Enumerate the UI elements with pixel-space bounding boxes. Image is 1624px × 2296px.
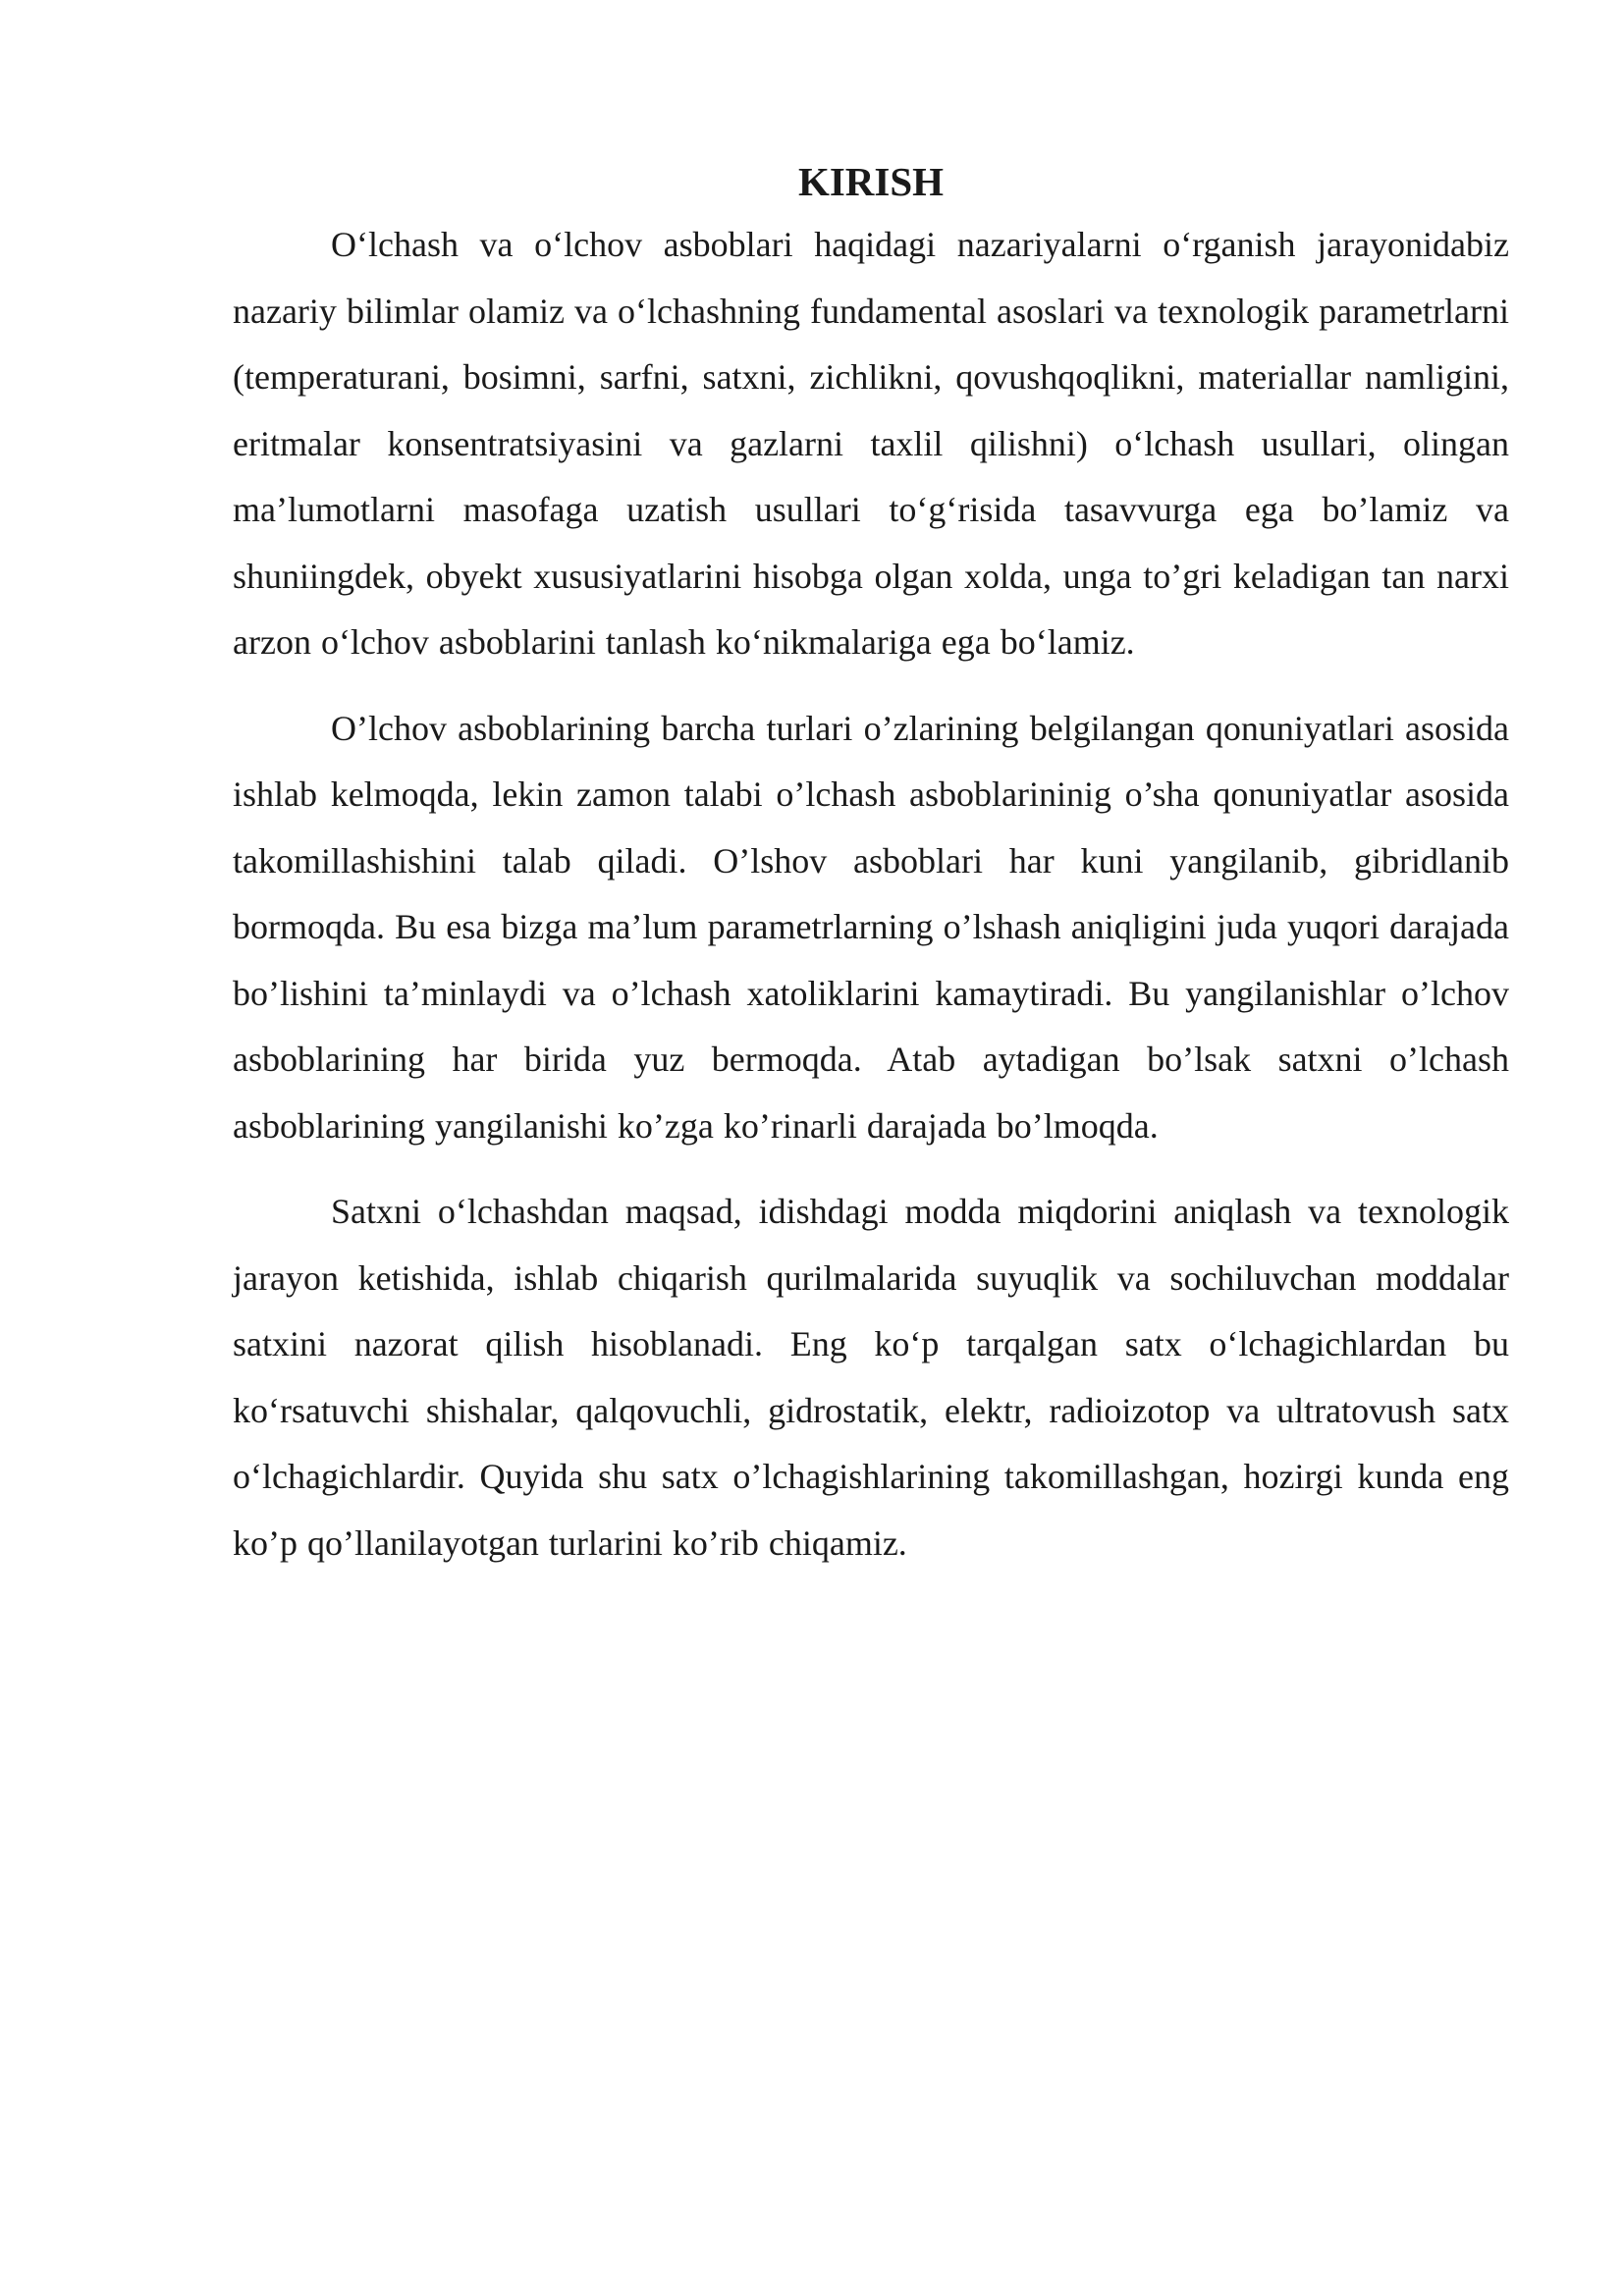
document-body	[233, 147, 1509, 1596]
paragraph-2: O’lchov asboblarining barcha turlari o’zlarining belgilangan qonuniyatlari asosida ishlab kelmoqda, lekin zamon talabi o’lchash asboblarininig o’sha qonuniyatlar asosida takomillashishini talab qiladi. O’lshov asboblari har kuni yangilanib, gibridlanib bormoqda. Bu esa bizga ma’lum parametrlarning o’lshash aniqligini juda yuqori darajada bo’lishini ta’minlaydi va o’lchash xatoliklarini kamaytiradi. Bu yangilanishlar o’lchov asboblarining har birida yuz bermoqda. Atab aytadigan bo’lsak satxni o’lchash asboblarining yangilanishi ko’zga ko’rinarli darajada bo’lmoqda.	[233, 708, 1509, 1146]
paragraph-1: O‘lchash va o‘lchov asboblari haqidagi nazariyalarni o‘rganish jarayonidabiz nazariy bilimlar olamiz va o‘lchashning fundamental asoslari va texnologik parametrlarni (temperaturani, bosimni, sarfni, satxni, zichlikni, qovushqoqlikni, materiallar namligini, eritmalar konsentratsiyasini va gazlarni taxlil qilishni) o‘lchash usullari, olingan ma’lumotlarni masofaga uzatish usullari to‘g‘risida tasavvurga ega bo’lamiz va shuniingdek, obyekt xususiyatlarini hisobga olgan xolda, unga to’gri keladigan tan narxi arzon o‘lchov asboblarini tanlash ko‘nikmalariga ega bo‘lamiz.	[233, 225, 1509, 662]
page-title: KIRISH	[797, 159, 945, 204]
paragraph-3: Satxni o‘lchashdan maqsad, idishdagi modda miqdorini aniqlash va texnologik jarayon ketishida, ishlab chiqarish qurilmalarida suyuqlik va sochiluvchan moddalar satxini nazorat qilish hisoblanadi. Eng ko‘p tarqalgan satx o‘lchagichlardan bu ko‘rsatuvchi shishalar, qalqovuchli, gidrostatik, elektr, radioizotop va ultratovush satx o‘lchagichlardir. Quyida shu satx o’lchagishlarining takomillashgan, hozirgi kunda eng ko’p qo’llanilayotgan turlarini ko’rib chiqamiz.	[233, 1192, 1509, 1563]
